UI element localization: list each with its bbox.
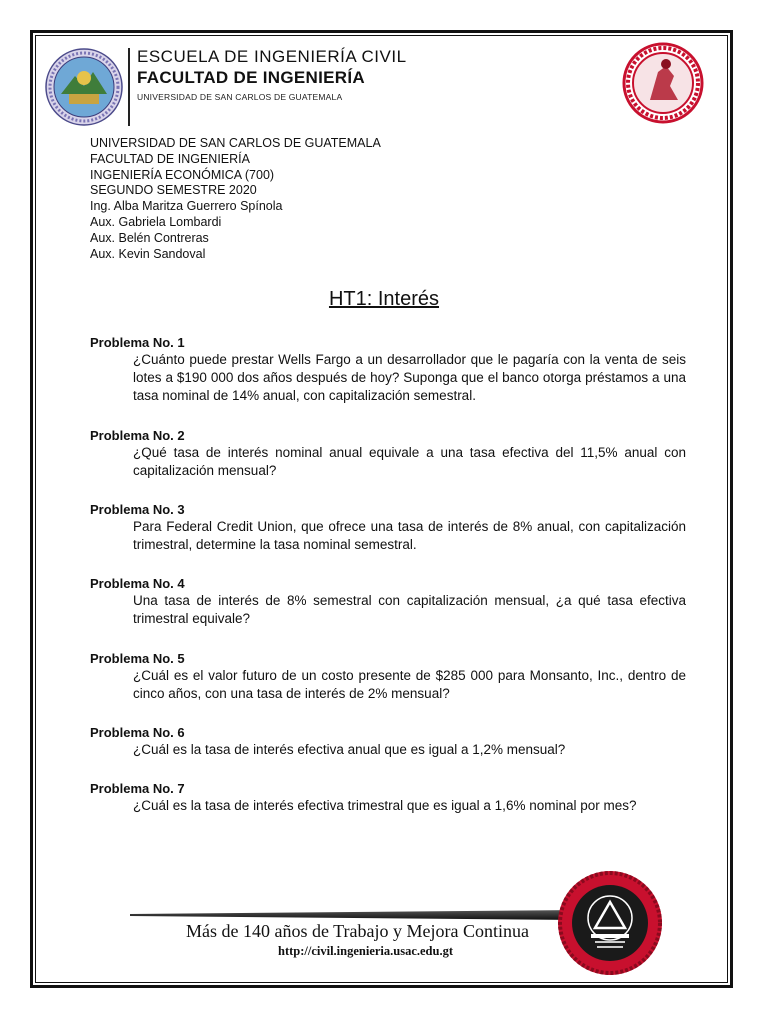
university-name: UNIVERSIDAD DE SAN CARLOS DE GUATEMALA <box>137 92 343 102</box>
info-line: SEGUNDO SEMESTRE 2020 <box>90 183 257 198</box>
info-line: Aux. Belén Contreras <box>90 230 209 245</box>
problem-text: ¿Cuál es la tasa de interés efectiva trimestral que es igual a 1,6% nominal por mes? <box>133 798 637 813</box>
problem-heading: Problema No. 1 <box>90 335 185 350</box>
info-line: FACULTAD DE INGENIERÍA <box>90 151 250 166</box>
school-name: ESCUELA DE INGENIERÍA CIVIL <box>137 47 407 66</box>
document-title: HT1: Interés <box>328 288 440 310</box>
faculty-name: FACULTAD DE INGENIERÍA <box>137 68 365 87</box>
problem-text: ¿Qué tasa de interés nominal anual equivale a una tasa efectiva del 11,5% anual con capitalización mensual? <box>133 445 686 478</box>
problem-2 <box>90 428 686 480</box>
problem-3 <box>90 502 686 554</box>
problem-7 <box>90 781 686 815</box>
info-line: Aux. Kevin Sandoval <box>90 246 206 261</box>
info-line: Ing. Alba Maritza Guerrero Spínola <box>90 199 283 214</box>
problem-heading: Problema No. 3 <box>90 502 185 517</box>
problem-text: Para Federal Credit Union, que ofrece una tasa de interés de 8% anual, con capitalización trimestral, determine la tasa nominal semestral. <box>133 519 686 552</box>
header-divider <box>128 48 130 126</box>
accreditation-seal-icon <box>555 868 665 978</box>
info-line: Aux. Gabriela Lombardi <box>90 214 222 229</box>
problem-1 <box>90 335 686 405</box>
problem-text: Una tasa de interés de 8% semestral con capitalización mensual, ¿a qué tasa efectiva trimestral equivale? <box>133 593 686 626</box>
problem-heading: Problema No. 5 <box>90 651 185 666</box>
footer-slogan: Más de 140 años de Trabajo y Mejora Continua <box>186 921 529 941</box>
course-info <box>90 136 381 262</box>
usac-seal-icon <box>45 48 123 126</box>
info-line: UNIVERSIDAD DE SAN CARLOS DE GUATEMALA <box>90 136 381 150</box>
problem-heading: Problema No. 2 <box>90 428 185 443</box>
engineering-seal-icon <box>622 42 704 124</box>
problem-5 <box>90 651 686 703</box>
problem-text: ¿Cuál es la tasa de interés efectiva anual que es igual a 1,2% mensual? <box>133 742 566 757</box>
problem-heading: Problema No. 6 <box>90 725 185 740</box>
footer-url: http://civil.ingenieria.usac.edu.gt <box>278 944 453 958</box>
problem-6 <box>90 725 686 759</box>
problem-text: ¿Cuánto puede prestar Wells Fargo a un desarrollador que le pagaría con la venta de seis lotes a $190 000 dos años después de hoy? Suponga que el banco otorga préstamos a una tasa nominal de 14% anual, con capitalización semestral. <box>133 352 686 403</box>
problem-heading: Problema No. 7 <box>90 781 185 796</box>
problem-4 <box>90 576 686 628</box>
info-line: INGENIERÍA ECONÓMICA (700) <box>90 167 275 182</box>
problem-text: ¿Cuál es el valor futuro de un costo presente de $285 000 para Monsanto, Inc., dentro de cinco años, con una tasa de interés de 2% mensual? <box>133 668 686 701</box>
problem-heading: Problema No. 4 <box>90 576 185 591</box>
